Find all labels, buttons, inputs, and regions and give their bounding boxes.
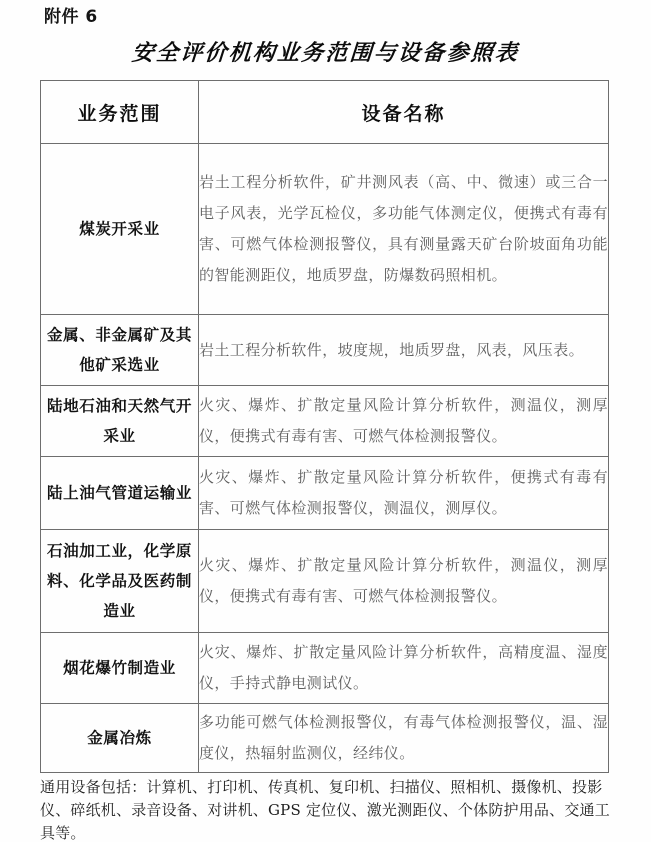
table-row	[41, 704, 609, 773]
cell-scope: 陆上油气管道运输业	[41, 457, 199, 530]
table-body	[41, 81, 609, 773]
cell-equipment: 火灾、爆炸、扩散定量风险计算分析软件，测温仪，测厚仪，便携式有毒有害、可燃气体检测报警仪。	[199, 530, 609, 633]
cell-equipment: 多功能可燃气体检测报警仪，有毒气体检测报警仪，温、湿度仪，热辐射监测仪，经纬仪。	[199, 704, 609, 773]
table-row	[41, 530, 609, 633]
cell-scope: 煤炭开采业	[41, 144, 199, 315]
cell-scope: 陆地石油和天然气开采业	[41, 386, 199, 457]
table-row	[41, 315, 609, 386]
business-scope-equipment-table	[40, 80, 609, 773]
table-row	[41, 144, 609, 315]
cell-scope: 金属、非金属矿及其他矿采选业	[41, 315, 199, 386]
cell-equipment: 火灾、爆炸、扩散定量风险计算分析软件，测温仪，测厚仪，便携式有毒有害、可燃气体检测报警仪。	[199, 386, 609, 457]
table-row	[41, 633, 609, 704]
column-header-scope: 业务范围	[41, 81, 199, 144]
cell-scope: 石油加工业，化学原料、化学品及医药制造业	[41, 530, 199, 633]
cell-equipment: 火灾、爆炸、扩散定量风险计算分析软件，高精度温、湿度仪，手持式静电测试仪。	[199, 633, 609, 704]
cell-equipment: 火灾、爆炸、扩散定量风险计算分析软件，便携式有毒有害、可燃气体检测报警仪，测温仪，测厚仪。	[199, 457, 609, 530]
general-equipment-note: 通用设备包括：计算机、打印机、传真机、复印机、扫描仪、照相机、摄像机、投影仪、碎纸机、录音设备、对讲机、GPS 定位仪、激光测距仪、个体防护用品、交通工具等。	[40, 778, 610, 842]
cell-equipment: 岩土工程分析软件，矿井测风表（高、中、微速）或三合一电子风表，光学瓦检仪，多功能气体测定仪，便携式有毒有害、可燃气体检测报警仪，具有测量露天矿台阶坡面角功能的智能测距仪，地质罗盘，防爆数码照相机。	[199, 144, 609, 315]
table-header-row	[41, 81, 609, 144]
table-row	[41, 386, 609, 457]
cell-equipment: 岩土工程分析软件，坡度规，地质罗盘，风表，风压表。	[199, 315, 609, 386]
column-header-equipment: 设备名称	[199, 81, 609, 144]
cell-scope: 金属冶炼	[41, 704, 199, 773]
cell-scope: 烟花爆竹制造业	[41, 633, 199, 704]
table-row	[41, 457, 609, 530]
reference-table-container	[40, 80, 608, 773]
attachment-label: 附件 6	[44, 7, 98, 27]
page-title: 安全评价机构业务范围与设备参照表	[130, 40, 521, 66]
